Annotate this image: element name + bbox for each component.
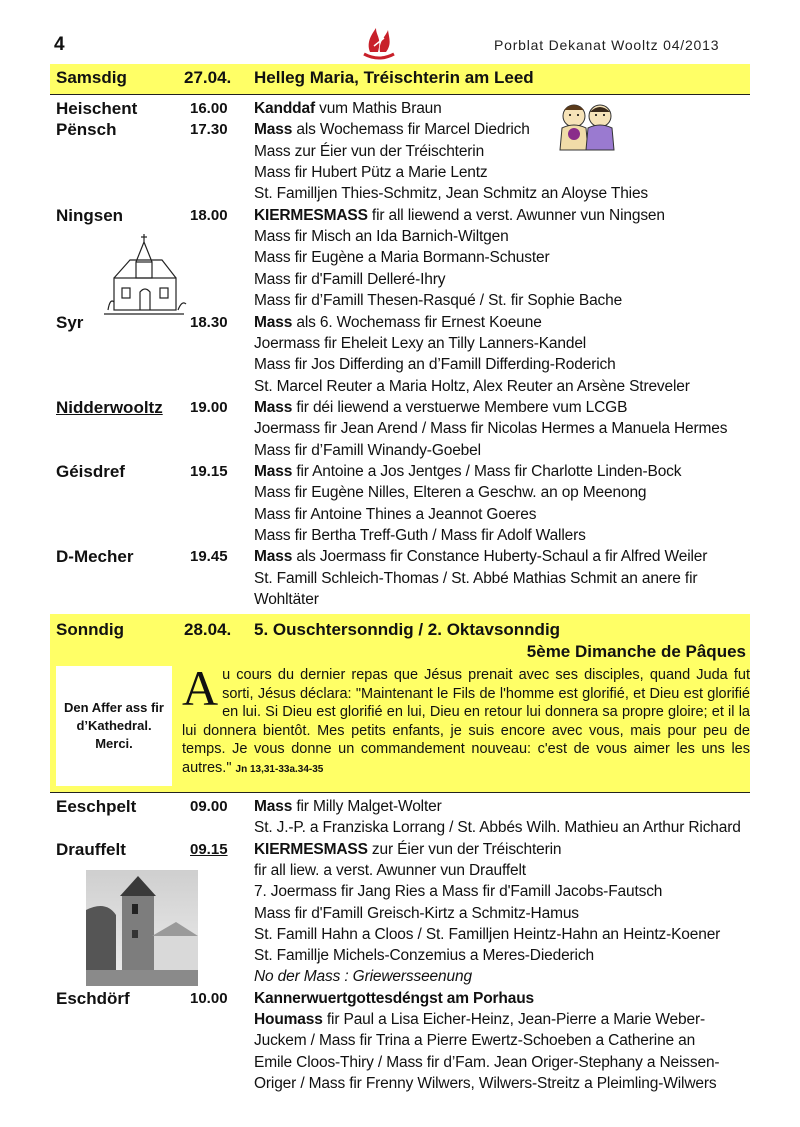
intention-line: KIERMESMASS zur Éier vun der Tréischterin xyxy=(254,840,562,858)
collection-note-text: Den Affer ass fir d’Kathedral. Merci. xyxy=(64,700,164,751)
intention-line: Kannerwuertgottesdéngst am Porhaus xyxy=(254,989,534,1007)
date-label: 27.04. xyxy=(184,68,232,87)
mass-time: 19.15 xyxy=(190,462,228,480)
quote-reference: Jn 13,31-33a.34-35 xyxy=(235,763,324,775)
intention-line: Mass als Joermass fir Constance Huberty-Schaul a fir Alfred Weiler xyxy=(254,548,708,566)
dove-flame-logo-icon xyxy=(356,24,402,62)
day-label: Samsdig xyxy=(56,68,127,87)
quote-dropcap: A xyxy=(182,660,219,716)
chapel-sketch-icon xyxy=(100,232,188,318)
intention-line: Mass fir Antoine Thines a Jeannot Goeres xyxy=(254,505,537,523)
sunday-header-band xyxy=(50,614,750,793)
intention-line: Mass fir d'Famill Delleré-Ihry xyxy=(254,270,446,288)
feast-subtitle: 5ème Dimanche de Pâques xyxy=(526,642,746,661)
feast-title: 5. Ouschtersonndig / 2. Oktavsonndig xyxy=(254,620,561,639)
intention-line: Mass als 6. Wochemass fir Ernest Koeune xyxy=(254,313,542,331)
saturday-header-band xyxy=(50,64,750,95)
intention-line: Kanddaf vum Mathis Braun xyxy=(254,100,442,117)
intention-line: St. Familljen Thies-Schmitz, Jean Schmitz an Aloyse Thies xyxy=(254,185,649,203)
mass-time: 18.00 xyxy=(190,206,228,224)
saturday-schedule xyxy=(50,98,760,613)
intention-line: Mass als Wochemass fir Marcel Diedrich xyxy=(254,121,530,139)
intention-line: KIERMESMASS fir all liewend a verst. Awunner vun Ningsen xyxy=(254,206,665,224)
intention-line: Mass fir Antoine a Jos Jentges / Mass fir Charlotte Linden-Bock xyxy=(254,462,682,480)
place-name: Géisdref xyxy=(56,461,125,481)
place-name: Drauffelt xyxy=(56,839,126,859)
date-label: 28.04. xyxy=(184,620,232,639)
intention-line: Mass fir Eugène a Maria Bormann-Schuster xyxy=(254,249,550,267)
intention-line: Mass fir Milly Malget-Wolter xyxy=(254,798,442,815)
intention-line: St. J.-P. a Franziska Lorrang / St. Abbés Wilh. Mathieu an Arthur Richard xyxy=(254,819,741,837)
place-name: Nidderwooltz xyxy=(56,397,163,417)
place-name: Eschdörf xyxy=(56,988,130,1008)
intention-line: Houmass fir Paul a Lisa Eicher-Heinz, Jean-Pierre a Marie Weber- xyxy=(254,1011,705,1028)
intention-line: Mass fir Hubert Pütz a Marie Lentz xyxy=(254,164,488,182)
church-tower-photo xyxy=(86,870,198,986)
mass-time: 16.00 xyxy=(190,100,228,117)
intention-line: Mass fir Eugène Nilles, Elteren a Geschw. an op Meenong xyxy=(254,484,647,502)
place-name: Pënsch xyxy=(56,120,117,140)
intention-line: Origer / Mass fir Frenny Wilwers, Wilwers-Streitz a Pleimling-Wilwers xyxy=(254,1074,717,1092)
intention-line: No der Mass : Griewersseenung xyxy=(254,968,472,986)
intention-line: Mass fir Misch an Ida Barnich-Wiltgen xyxy=(254,228,509,246)
intention-line: St. Famill Hahn a Cloos / St. Familljen Heintz-Hahn an Heintz-Koener xyxy=(254,925,721,943)
intention-line: Joermass fir Eheleit Lexy an Tilly Lanners-Kandel xyxy=(254,334,587,352)
quote-text: u cours du dernier repas que Jésus prenait avec ses disciples, quand Juda fut sorti, Jésus déclara: "Maintenant le Fils de l'homme est glorifié, et Dieu est glorifié en lui. Si Dieu est glorifié en lui, Dieu en retour lui donnera sa propre gloire; et il la lui donnera bientôt. Mes petits enfants, je suis encore avec vous, mais pour peu de temps. Je vous donne un commandement nouveau: c'est de vous aimer les uns les autres." xyxy=(182,667,750,776)
place-name: Syr xyxy=(56,312,84,332)
mass-time: 17.30 xyxy=(190,121,228,139)
mass-time: 09.15 xyxy=(190,840,228,858)
publication-title: Porblat Dekanat Wooltz 04/2013 xyxy=(494,37,720,53)
page-number: 4 xyxy=(54,34,65,55)
gospel-quote xyxy=(182,660,750,780)
mass-time: 09.00 xyxy=(190,798,228,815)
mass-time: 19.00 xyxy=(190,398,228,416)
collection-note xyxy=(56,666,172,786)
intention-line: Mass fir d'Famill Greisch-Kirtz a Schmitz-Hamus xyxy=(254,904,579,922)
intention-line: Mass zur Éier vun der Tréischterin xyxy=(254,142,485,160)
mass-time: 18.30 xyxy=(190,313,228,331)
intention-line: Mass fir d’Famill Thesen-Rasqué / St. fir Sophie Bache xyxy=(254,292,623,310)
intention-line: Emile Cloos-Thiry / Mass fir d’Fam. Jean Origer-Stephany a Neissen- xyxy=(254,1053,720,1071)
place-name: Eeschpelt xyxy=(56,797,137,816)
feast-title: Helleg Maria, Tréischterin am Leed xyxy=(254,68,534,87)
mass-time: 19.45 xyxy=(190,548,228,566)
day-label: Sonndig xyxy=(56,620,124,639)
intention-line: Juckem / Mass fir Trina a Pierre Ewertz-Schoeben a Catherine an xyxy=(254,1032,696,1050)
couple-illustration-icon xyxy=(552,100,622,152)
place-name: Heischent xyxy=(56,99,138,118)
place-name: Ningsen xyxy=(56,205,124,225)
intention-line: St. Famill Schleich-Thomas / St. Abbé Mathias Schmit an anere fir xyxy=(254,569,698,587)
intention-line: St. Marcel Reuter a Maria Holtz, Alex Reuter an Arsène Streveler xyxy=(254,377,690,395)
intention-line: Mass fir déi liewend a verstuerwe Membere vum LCGB xyxy=(254,398,628,416)
intention-line: Mass fir Bertha Treff-Guth / Mass fir Adolf Wallers xyxy=(254,527,586,544)
intention-line: Joermass fir Jean Arend / Mass fir Nicolas Hermes a Manuela Hermes xyxy=(254,420,728,438)
intention-line: Mass fir d’Famill Winandy-Goebel xyxy=(254,441,481,459)
intention-line: Mass fir Jos Differding an d’Famill Differding-Roderich xyxy=(254,356,616,374)
mass-time: 10.00 xyxy=(190,989,228,1007)
intention-line: fir all liew. a verst. Awunner vun Drauffelt xyxy=(254,861,526,879)
intention-line: Wohltäter xyxy=(254,591,319,609)
intention-line: 7. Joermass fir Jang Ries a Mass fir d'Famill Jacobs-Fautsch xyxy=(254,883,663,901)
place-name: D-Mecher xyxy=(56,547,134,567)
intention-line: St. Famillje Michels-Conzemius a Meres-Diederich xyxy=(254,947,594,965)
